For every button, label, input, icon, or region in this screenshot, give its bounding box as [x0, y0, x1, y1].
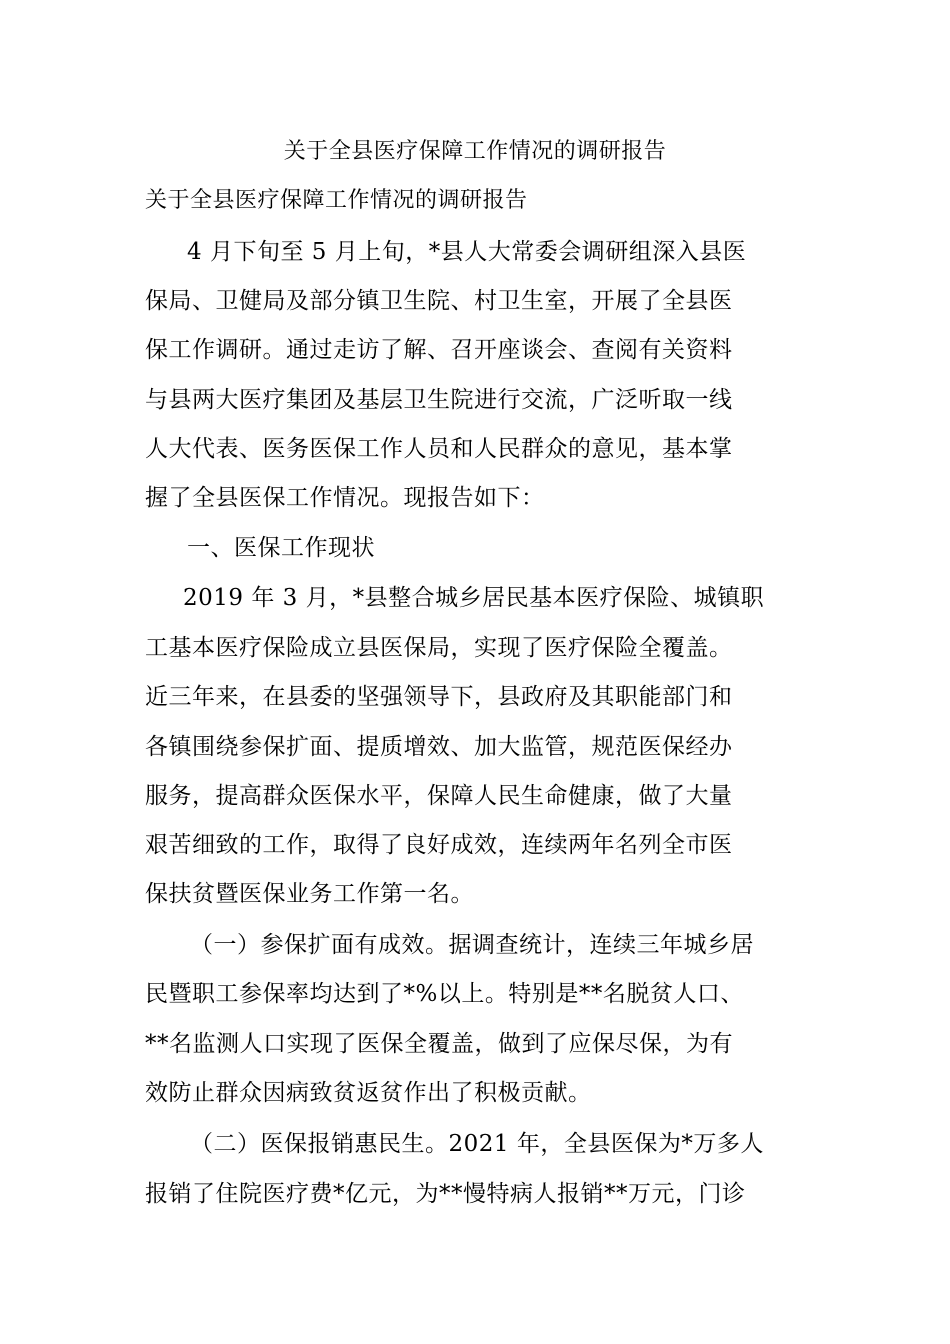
paragraph-line: 4 月下旬至 5 月上旬，*县人大常委会调研组深入县医: [187, 239, 747, 265]
paragraph-line: 保工作调研。通过走访了解、召开座谈会、查阅有关资料: [145, 337, 733, 363]
paragraph-line: 2019 年 3 月，*县整合城乡居民基本医疗保险、城镇职: [183, 585, 765, 611]
paragraph-line: 民暨职工参保率均达到了*%以上。特别是**名脱贫人口、: [145, 981, 744, 1007]
paragraph-line: 服务，提高群众医保水平，保障人民生命健康，做了大量: [145, 783, 733, 809]
section-heading: 一、医保工作现状: [187, 535, 375, 561]
paragraph-line: 握了全县医保工作情况。现报告如下：: [145, 485, 545, 511]
paragraph-line: 人大代表、医务医保工作人员和人民群众的意见，基本掌: [145, 436, 733, 462]
paragraph-line: 与县两大医疗集团及基层卫生院进行交流，广泛听取一线: [145, 387, 733, 413]
paragraph-line: 艰苦细致的工作，取得了良好成效，连续两年名列全市医: [145, 832, 733, 858]
paragraph-line: 近三年来，在县委的坚强领导下，县政府及其职能部门和: [145, 684, 733, 710]
paragraph-line: 保局、卫健局及部分镇卫生院、村卫生室，开展了全县医: [145, 288, 733, 314]
paragraph-line: 工基本医疗保险成立县医保局，实现了医疗保险全覆盖。: [145, 635, 733, 661]
paragraph-line: 各镇围绕参保扩面、提质增效、加大监管，规范医保经办: [145, 734, 733, 760]
paragraph-line: （一）参保扩面有成效。据调查统计，连续三年城乡居: [190, 932, 754, 958]
paragraph-line: 保扶贫暨医保业务工作第一名。: [145, 881, 474, 907]
paragraph-line: 报销了住院医疗费*亿元，为**慢特病人报销**万元，门诊: [145, 1181, 746, 1207]
document-title: 关于全县医疗保障工作情况的调研报告: [283, 139, 667, 164]
paragraph-line: 效防止群众因病致贫返贫作出了积极贡献。: [145, 1080, 592, 1106]
paragraph-line: **名监测人口实现了医保全覆盖，做到了应保尽保，为有: [145, 1031, 733, 1057]
document-subtitle: 关于全县医疗保障工作情况的调研报告: [145, 188, 528, 213]
paragraph-line: （二）医保报销惠民生。2021 年，全县医保为*万多人: [190, 1131, 764, 1157]
